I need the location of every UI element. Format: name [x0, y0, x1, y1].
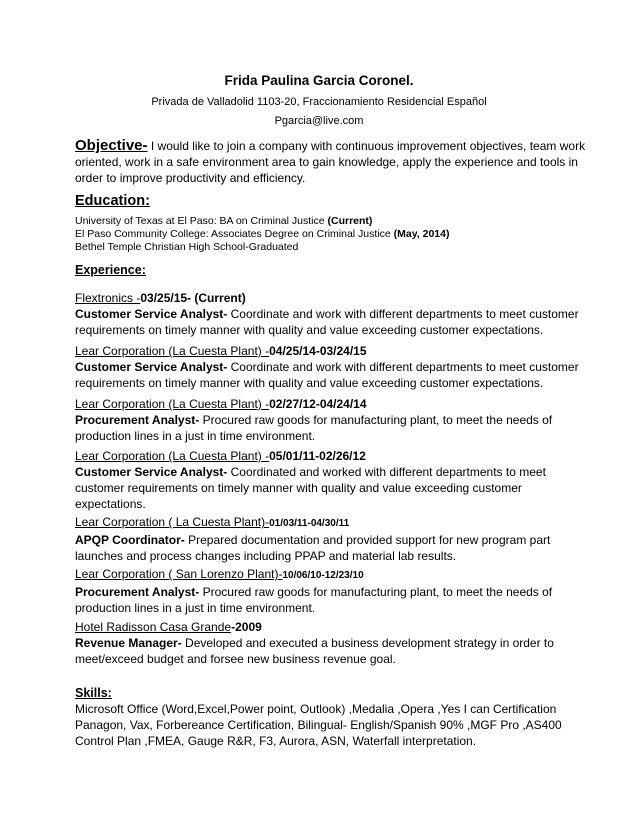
job-role: Procurement Analyst-	[75, 413, 200, 427]
job-entry	[75, 290, 579, 338]
candidate-name: Frida Paulina Garcia Coronel.	[224, 73, 414, 88]
company: Lear Corporation ( La Cuesta Plant)-	[75, 515, 270, 529]
job-desc: Procured raw goods for manufacturing plant, to meet the needs of	[199, 413, 553, 427]
job-desc: expectations.	[75, 497, 146, 511]
objective-line: I would like to join a company with continuous improvement objectives, team work	[147, 139, 586, 153]
job-role: Customer Service Analyst-	[75, 465, 228, 479]
job-desc: meet/exceed budget and forsee new business revenue goal.	[75, 652, 396, 666]
job-dates: 10/06/10-12/23/10	[282, 570, 364, 581]
education-item: El Paso Community College: Associates Degree on Criminal Justice (May, 2014)	[75, 228, 450, 240]
email: Pgarcia@live.com	[274, 115, 364, 127]
company: Lear Corporation (La Cuesta Plant) -	[75, 344, 270, 358]
job-entry	[75, 619, 575, 667]
objective-line: oriented, work in a safe environment area to gain knowledge, apply the experience and tools in	[75, 155, 578, 169]
company: Flextronics -	[75, 291, 141, 305]
objective-line: order to improve productivity and efficiency.	[75, 171, 306, 185]
job-desc: Prepared documentation and provided support for new program part	[184, 533, 551, 547]
job-desc: Coordinate and work with different departments to meet customer	[227, 360, 579, 374]
job-role: APQP Coordinator-	[75, 533, 185, 547]
job-role: Revenue Manager-	[75, 636, 182, 650]
education-item: Bethel Temple Christian High School-Graduated	[75, 241, 299, 253]
job-dates: 01/03/11-04/30/11	[269, 518, 350, 529]
skills-line: Microsoft Office (Word,Excel,Power point, Outlook) ,Medalia ,Opera ,Yes I can Certification	[75, 702, 557, 716]
skills-section	[75, 701, 575, 749]
education-heading: Education:	[75, 193, 150, 209]
job-desc: Coordinate and work with different departments to meet customer	[227, 307, 579, 321]
job-role: Customer Service Analyst-	[75, 307, 228, 321]
education-item: University of Texas at El Paso: BA on Criminal Justice (Current)	[75, 215, 373, 227]
job-desc: Coordinated and worked with different departments to meet	[227, 465, 546, 479]
job-dates: 03/25/15- (Current)	[140, 291, 246, 305]
job-desc: production lines in a just in time environment.	[75, 601, 316, 615]
job-desc: Procured raw goods for manufacturing plant, to meet the needs of	[199, 585, 553, 599]
company: Lear Corporation (La Cuesta Plant) -	[75, 449, 270, 463]
job-entry	[75, 343, 579, 391]
job-desc: requirements on timely manner with quality and value exceeding customer expectations.	[75, 323, 544, 337]
address: Privada de Valladolid 1103-20, Fraccionamiento Residencial Español	[151, 96, 487, 108]
job-desc: requirements on timely manner with quality and value exceeding customer expectations.	[75, 376, 544, 390]
company: Lear Corporation ( San Lorenzo Plant)-	[75, 567, 283, 581]
job-desc: Developed and executed a business development strategy in order to	[181, 636, 554, 650]
job-desc: customer requirements on timely manner with quality and value exceeding customer	[75, 481, 522, 495]
skills-line: Control Plan ,FMEA, Gauge R&R, F3, Aurora, ASN, Waterfall interpretation.	[75, 734, 477, 748]
job-dates: 02/27/12-04/24/14	[269, 397, 367, 411]
skills-line: Panagon, Vax, Forbereance Certification, Bilingual- English/Spanish 90% ,MGF Pro ,AS400	[75, 718, 562, 732]
objective-section	[75, 137, 586, 186]
job-dates: 05/01/11-02/26/12	[269, 449, 366, 463]
job-entry	[75, 396, 575, 444]
objective-heading: Objective-	[75, 137, 148, 154]
skills-heading: Skills:	[75, 686, 112, 700]
education-section	[75, 215, 575, 254]
company: Hotel Radisson Casa Grande	[75, 620, 232, 634]
company: Lear Corporation (La Cuesta Plant) -	[75, 397, 270, 411]
job-desc: launches and process changes including PPAP and material lab results.	[75, 549, 457, 563]
experience-heading: Experience:	[75, 263, 146, 277]
job-role: Customer Service Analyst-	[75, 360, 228, 374]
job-entry	[75, 514, 575, 564]
job-dates: 04/25/14-03/24/15	[269, 344, 367, 358]
job-desc: production lines in a just in time environment.	[75, 429, 316, 443]
job-role: Procurement Analyst-	[75, 585, 200, 599]
job-entry	[75, 448, 575, 512]
job-dates: -2009	[231, 620, 262, 634]
job-entry	[75, 566, 575, 616]
